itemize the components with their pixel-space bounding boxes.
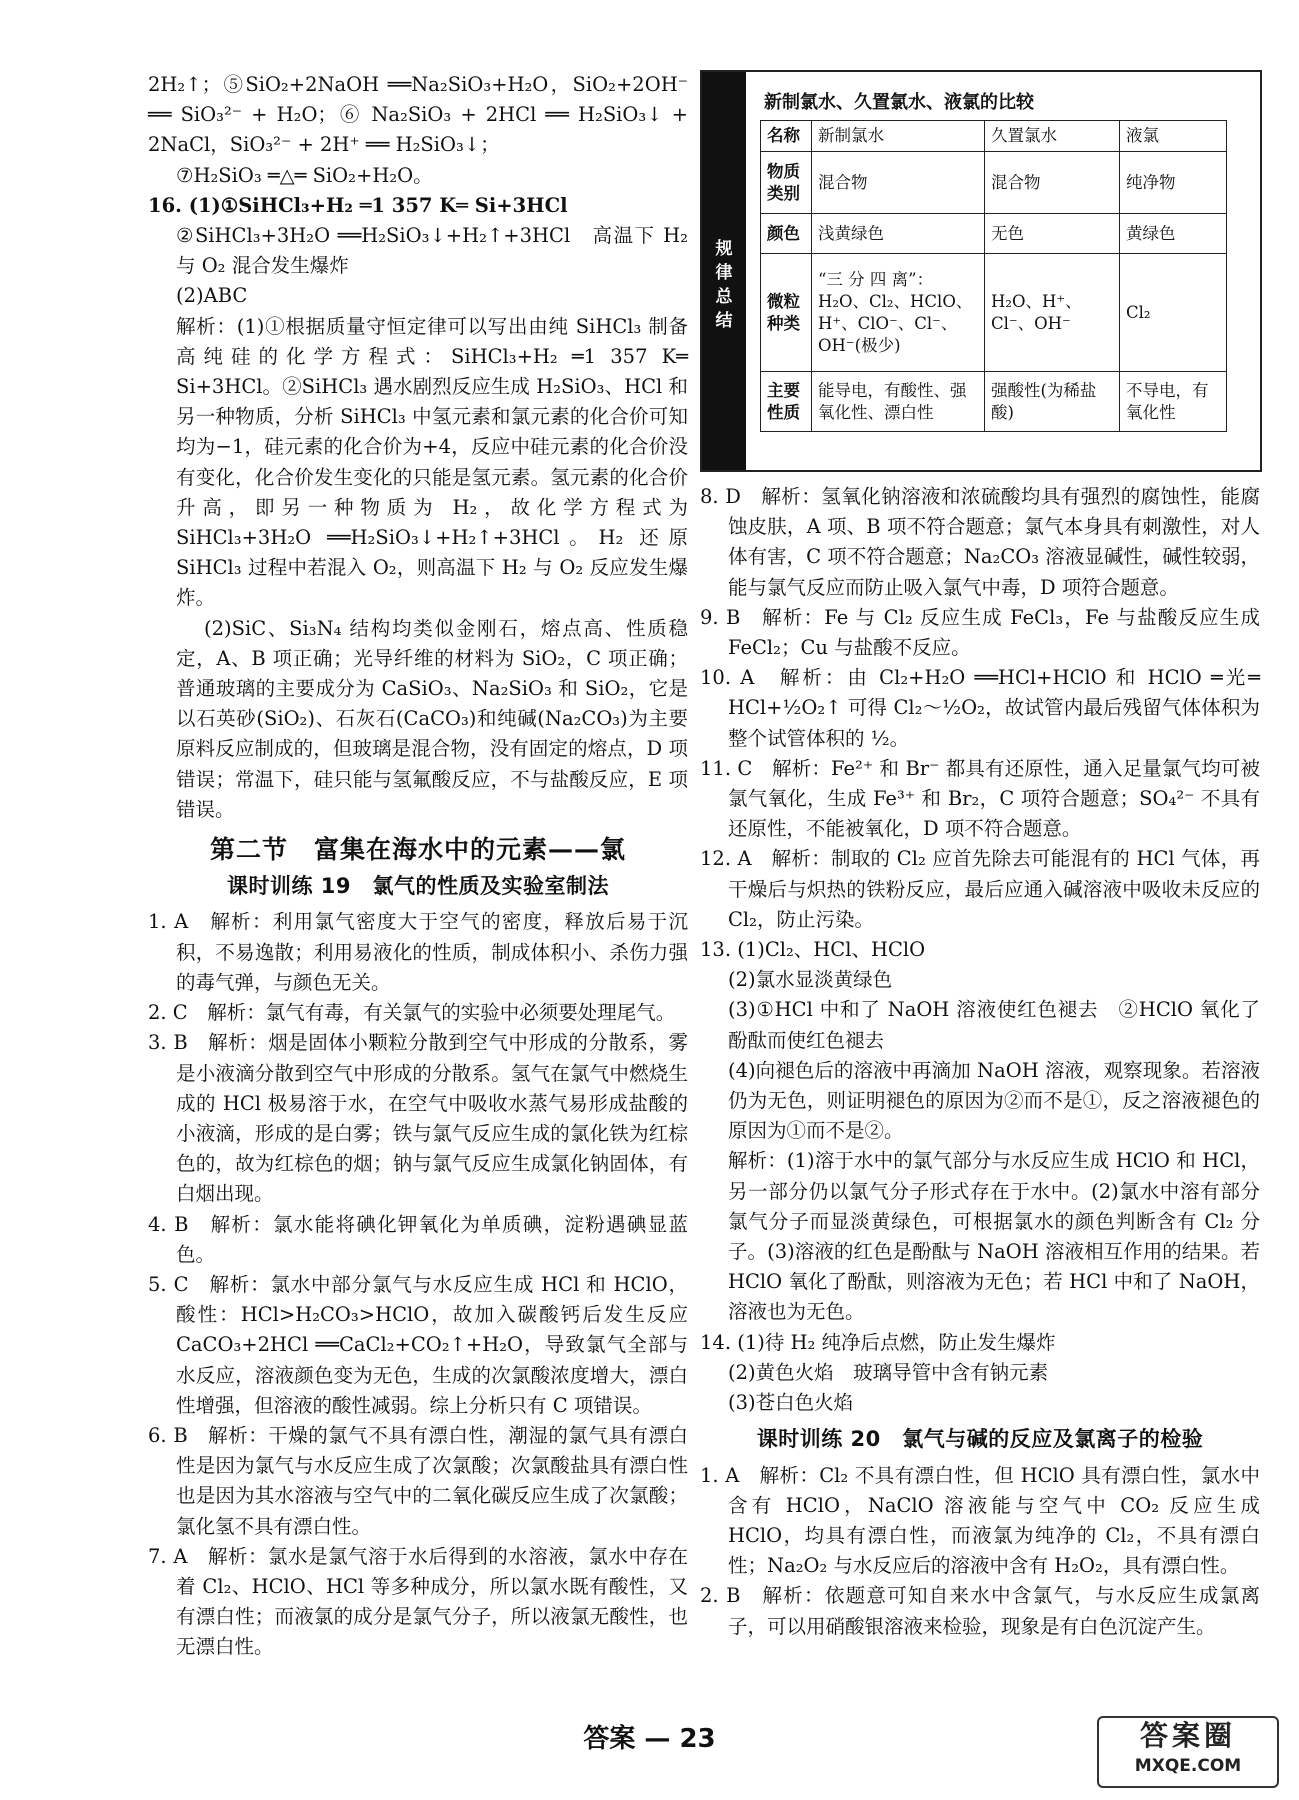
page-footer: 答案 — 23 [583, 1724, 716, 1754]
table-cell: 物质类别 [761, 152, 812, 214]
q13-analysis: 解析：(1)溶于水中的氯气部分与水反应生成 HClO 和 HCl，另一部分仍以氯气分子形式存在于水中。(2)氯水中溶有部分氯气分子而显淡黄绿色，可根据氯水的颜色判断含有 Cl₂ 分子。(3)溶液的红色是酚酞与 NaOH 溶液相互作用的结果。若 HClO 氧化了酚酞，则溶液为无色；若 HCl 中和了 NaOH，溶液也为无色。 [728, 1149, 1260, 1324]
q14-line: (3)苍白色火焰 [728, 1391, 854, 1415]
table-row [761, 214, 1227, 254]
table-cell: 浅黄绿色 [812, 214, 985, 254]
watermark-logo [1097, 1716, 1279, 1788]
answer-19-3: 3. B 解析：烟是固体小颗粒分散到空气中形成的分散系，雾是小液滴分散到空气中形成的分散系。氢气在氯气中燃烧生成的 HCl 极易溶于水，在空气中吸收水蒸气易形成盐酸的小液滴，形成的是白雾；铁与氯气反应生成的氯化铁为红棕色的，故为红棕色的烟；钠与氯气反应生成氯化钠固体，有白烟出现。 [148, 1031, 688, 1206]
table-header-cell: 液氯 [1120, 121, 1227, 152]
table-cell: 纯净物 [1120, 152, 1227, 214]
table-cell: H₂O、H⁺、Cl⁻、OH⁻ [985, 254, 1120, 372]
q13-line: 13. (1)Cl₂、HCl、HClO [700, 938, 926, 962]
question-14 [700, 1328, 1260, 1419]
q14-line: 14. (1)待 H₂ 纯净后点燃，防止发生爆炸 [700, 1330, 1056, 1354]
q13-line: (3)①HCl 中和了 NaOH 溶液使红色褪去 ②HClO 氧化了酚酞而使红色褪去 [728, 998, 1260, 1052]
table-cell: 混合物 [812, 152, 985, 214]
answer-11: 11. C 解析：Fe²⁺ 和 Br⁻ 都具有还原性，通入足量氯气均可被氯气氧化，生成 Fe³⁺ 和 Br₂，C 项符合题意；SO₄²⁻ 不具有还原性，不能被氧化，D 项不符合题意。 [700, 756, 1260, 841]
answer-10: 10. A 解析：由 Cl₂+H₂O ══HCl+HClO 和 HClO ═光═ HCl+½O₂↑ 可得 Cl₂～½O₂，故试管内最后残留气体体积为整个试管体积的 ½。 [700, 666, 1260, 750]
answer-19-4: 4. B 解析：氯水能将碘化钾氧化为单质碘，淀粉遇碘显蓝色。 [148, 1212, 688, 1266]
table-header-cell: 名称 [761, 121, 812, 152]
question-13 [700, 935, 1260, 1328]
right-column [700, 70, 1260, 1642]
comparison-table [760, 120, 1227, 432]
watermark-url: MXQE.COM [1134, 1756, 1242, 1776]
answer-19-6: 6. B 解析：干燥的氯气不具有漂白性，潮湿的氯气具有漂白性是因为氯气与水反应生成了次氯酸；次氯酸盐具有漂白性也是因为其水溶液与空气中的二氧化碳反应生成了次氯酸；氯化氢不具有漂白性。 [148, 1423, 688, 1538]
q16-part1-eq1: 16. (1)①SiHCl₃+H₂ ═1 357 K═ Si+3HCl [148, 193, 568, 217]
answer-12: 12. A 解析：制取的 Cl₂ 应首先除去可能混有的 HCl 气体，再干燥后与炽热的铁粉反应，最后应通入碱溶液中吸收未反应的 Cl₂，防止污染。 [700, 847, 1260, 931]
table-row [761, 152, 1227, 214]
table-cell: 混合物 [985, 152, 1120, 214]
table-cell: 微粒种类 [761, 254, 812, 372]
section-title: 第二节 富集在海水中的元素——氯 [209, 835, 626, 865]
answer-19-5: 5. C 解析：氯水中部分氯气与水反应生成 HCl 和 HClO，酸性：HCl>H₂CO₃>HClO，故加入碳酸钙后发生反应 CaCO₃+2HCl ══CaCl₂+CO₂↑+H₂O，导致氯气全部与水反应，溶液颜色变为无色，生成的次氯酸浓度增大，漂白性增强，但溶液的酸性减弱。综上分析只有 C 项错误。 [148, 1272, 688, 1417]
table-cell: 强酸性(为稀盐酸) [985, 372, 1120, 432]
table-cell: 不导电，有氧化性 [1120, 372, 1227, 432]
answer-19-1: 1. A 解析：利用氯气密度大于空气的密度，释放后易于沉积，不易逸散；利用易液化的性质，制成体积小、杀伤力强的毒气弹，与颜色无关。 [148, 910, 688, 994]
q13-line: (2)氯水显淡黄绿色 [728, 968, 893, 992]
table-cell: 无色 [985, 214, 1120, 254]
left-column [148, 70, 688, 1663]
table-row [761, 372, 1227, 432]
table-cell: Cl₂ [1120, 254, 1227, 372]
lesson-19-title: 课时训练 19 氯气的性质及实验室制法 [226, 874, 610, 899]
table-cell: 主要性质 [761, 372, 812, 432]
eq-7: ⑦H₂SiO₃ ═△═ SiO₂+H₂O。 [176, 163, 433, 187]
q13-line: (4)向褪色后的溶液中再滴加 NaOH 溶液，观察现象。若溶液仍为无色，则证明褪色的原因为②而不是①，反之溶液褪色的原因为①而不是②。 [728, 1058, 1260, 1143]
summary-table-title: 新制氯水、久置氯水、液氯的比较 [764, 92, 1034, 113]
answer-19-7: 7. A 解析：氯水是氯气溶于水后得到的水溶液，氯水中存在着 Cl₂、HClO、HCl 等多种成分，所以氯水既有酸性，又有漂白性；而液氯的成分是氯气分子，所以液氯无酸性，也无漂白性。 [148, 1544, 688, 1659]
eq-continuation: 2H₂↑；⑤SiO₂+2NaOH ══Na₂SiO₃+H₂O，SiO₂+2OH⁻ ══ SiO₃²⁻ + H₂O；⑥ Na₂SiO₃ + 2HCl ══ H₂SiO₃↓ + 2NaCl，SiO₃²⁻ + 2H⁺ ══ H₂SiO₃↓； [148, 73, 688, 157]
answer-8: 8. D 解析：氢氧化钠溶液和浓硫酸均具有强烈的腐蚀性，能腐蚀皮肤，A 项、B 项不符合题意；氯气本身具有刺激性，对人体有害，C 项不符合题意；Na₂CO₃ 溶液显碱性，碱性较弱，能与氯气反应而防止吸入氯气中毒，D 项符合题意。 [700, 485, 1260, 599]
q16-part1-eq2: ②SiHCl₃+3H₂O ══H₂SiO₃↓+H₂↑+3HCl 高温下 H₂ 与 O₂ 混合发生爆炸 [176, 224, 688, 278]
q16-part2: (2)ABC [176, 284, 248, 308]
summary-box [700, 70, 1262, 472]
table-cell: 能导电，有酸性、强氧化性、漂白性 [812, 372, 985, 432]
table-row [761, 254, 1227, 372]
answer-20-2: 2. B 解析：依题意可知自来水中含氯气，与水反应生成氯离子，可以用硝酸银溶液来检验，现象是有白色沉淀产生。 [700, 1584, 1260, 1638]
summary-side-bar [702, 72, 746, 470]
question-16 [148, 191, 688, 825]
q14-line: (2)黄色火焰 玻璃导管中含有钠元素 [728, 1360, 1049, 1384]
table-cell: 颜色 [761, 214, 812, 254]
table-header-row [761, 121, 1227, 152]
summary-side-label: 规律总结 [715, 239, 733, 331]
table-header-cell: 久置氯水 [985, 121, 1120, 152]
answer-9: 9. B 解析：Fe 与 Cl₂ 反应生成 FeCl₃，Fe 与盐酸反应生成 FeCl₂；Cu 与盐酸不反应。 [700, 605, 1260, 660]
answer-19-2: 2. C 解析：氯气有毒，有关氯气的实验中必须要处理尾气。 [148, 1001, 676, 1025]
table-cell: 黄绿色 [1120, 214, 1227, 254]
q16-analysis-1: 解析：(1)①根据质量守恒定律可以写出由纯 SiHCl₃ 制备高纯硅的化学方程式：SiHCl₃+H₂ ═1 357 K═ Si+3HCl。②SiHCl₃ 遇水剧烈反应生成 H₂SiO₃、HCl 和另一种物质，分析 SiHCl₃ 中氢元素和氯元素的化合价可知均为−1，硅元素的化合价为+4，反应中硅元素的化合价没有变化，化合价发生变化的只能是氢元素。氢元素的化合价升高，即另一种物质为 H₂，故化学方程式为 SiHCl₃+3H₂O ══H₂SiO₃↓+H₂↑+3HCl。H₂ 还原 SiHCl₃ 过程中若混入 O₂，则高温下 H₂ 与 O₂ 反应发生爆炸。 [176, 314, 688, 610]
answer-20-1: 1. A 解析：Cl₂ 不具有漂白性，但 HClO 具有漂白性，氯水中含有 HClO，NaClO 溶液能与空气中 CO₂ 反应生成 HClO，均具有漂白性，而液氯为纯净的 Cl₂，不具有漂白性；Na₂O₂ 与水反应后的溶液中含有 H₂O₂，具有漂白性。 [700, 1463, 1260, 1578]
q16-analysis-2: (2)SiC、Si₃N₄ 结构均类似金刚石，熔点高、性质稳定，A、B 项正确；光导纤维的材料为 SiO₂，C 项正确；普通玻璃的主要成分为 CaSiO₃、Na₂SiO₃ 和 SiO₂，它是以石英砂(SiO₂)、石灰石(CaCO₃)和纯碱(Na₂CO₃)为主要原料反应制成的，但玻璃是混合物，没有固定的熔点，D 项错误；常温下，硅只能与氢氟酸反应，不与盐酸反应，E 项错误。 [176, 616, 688, 821]
table-cell: “三 分 四 离”：H₂O、Cl₂、HClO、H⁺、ClO⁻、Cl⁻、OH⁻(极少) [812, 254, 985, 372]
lesson-20-title: 课时训练 20 氯气与碱的反应及氯离子的检验 [756, 1427, 1204, 1452]
table-header-cell: 新制氯水 [812, 121, 985, 152]
watermark-text: 答案圈 [1139, 1719, 1236, 1752]
